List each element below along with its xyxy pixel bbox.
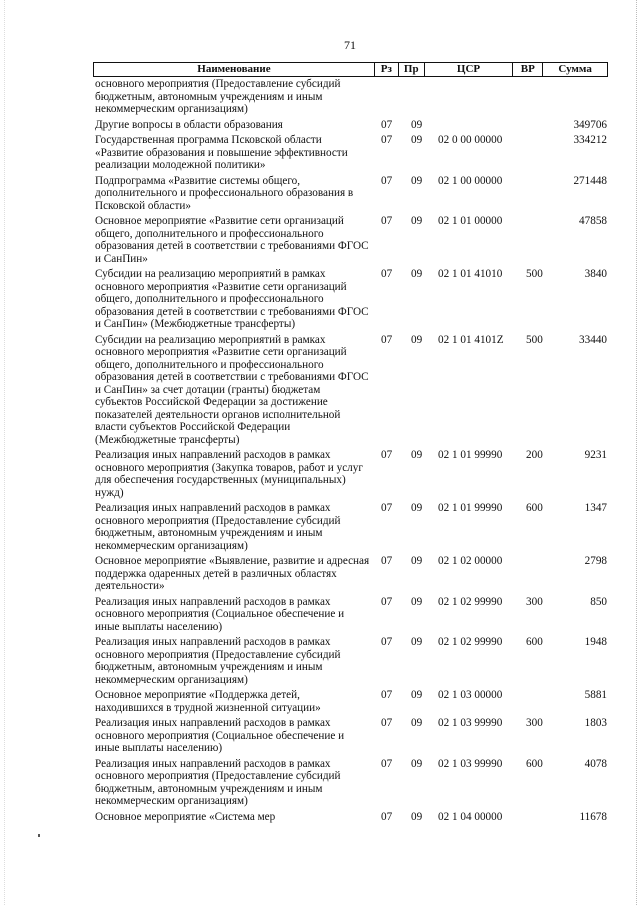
row-name: Реализация иных направлений расходов в рамках основного мероприятия (Предоставление субсидий бюджетным, автономным учреждениям и иным некоммерческим организациям)	[95, 502, 341, 552]
row-pr: 09	[411, 636, 423, 648]
table-row	[0, 717, 640, 755]
row-name: Основное мероприятие «Поддержка детей, находившихся в трудной жизненной ситуации»	[95, 689, 321, 714]
row-rz: 07	[381, 449, 393, 461]
table-row	[0, 78, 640, 116]
row-pr: 09	[411, 502, 423, 514]
row-name: основного мероприятия (Предоставление субсидий бюджетным, автономным учреждениям и иным некоммерческим организациям)	[95, 78, 341, 115]
row-name: Реализация иных направлений расходов в рамках основного мероприятия (Социальное обеспечение и иные выплаты населению)	[95, 595, 345, 633]
table-row	[0, 334, 640, 447]
row-pr: 09	[411, 174, 423, 187]
row-name: Реализация иных направлений расходов в рамках основного мероприятия (Предоставление субсидий бюджетным, автономным учреждениям и иным некоммерческим организациям)	[95, 636, 341, 686]
header-vr: ВР	[513, 63, 543, 76]
table-row	[0, 636, 640, 686]
row-name: Реализация иных направлений расходов в рамках основного мероприятия (Закупка товаров, работ и услуг для обеспечения государственных (муниципальных) нужд)	[95, 449, 363, 499]
row-csr: 02 1 01 99990	[438, 502, 503, 514]
row-vr: 600	[526, 502, 543, 514]
table-row	[0, 758, 640, 808]
row-pr: 09	[411, 118, 423, 131]
table-row	[0, 449, 640, 499]
row-sum: 9231	[584, 449, 607, 461]
row-pr: 09	[411, 595, 423, 608]
row-csr: 02 1 01 99990	[438, 449, 503, 461]
row-rz: 07	[381, 689, 393, 701]
row-vr: 600	[526, 757, 543, 770]
row-csr: 02 1 01 41010	[438, 268, 503, 280]
row-sum: 271448	[573, 174, 607, 187]
row-sum: 33440	[579, 333, 607, 346]
row-sum: 4078	[584, 757, 607, 770]
row-name: Основное мероприятие «Выявление, развитие и адресная поддержка одаренных детей в различных областях деятельности»	[95, 555, 370, 592]
table-row	[0, 555, 640, 593]
row-csr: 02 1 02 00000	[438, 555, 503, 567]
row-pr: 09	[411, 134, 423, 146]
row-name: Другие вопросы в области образования	[95, 118, 283, 131]
row-vr: 200	[526, 449, 543, 461]
row-sum: 334212	[573, 134, 607, 146]
row-sum: 1948	[584, 636, 607, 648]
row-sum: 47858	[579, 215, 607, 227]
header-csr: ЦСР	[425, 63, 514, 76]
row-rz: 07	[381, 555, 393, 567]
row-pr: 09	[411, 810, 423, 823]
row-rz: 07	[381, 215, 393, 227]
row-name: Реализация иных направлений расходов в рамках основного мероприятия (Предоставление субсидий бюджетным, автономным учреждениям и иным некоммерческим организациям)	[95, 757, 341, 807]
row-name: Подпрограмма «Развитие системы общего, дополнительного и профессионального образования в Псковской области»	[95, 174, 354, 212]
row-vr: 300	[526, 717, 543, 729]
page-number: 71	[344, 38, 356, 52]
table-header	[93, 62, 608, 77]
row-csr: 02 0 00 00000	[438, 134, 503, 146]
row-pr: 09	[411, 215, 423, 227]
row-name: Основное мероприятие «Система мер	[95, 810, 276, 823]
table-row	[0, 175, 640, 213]
row-sum: 5881	[584, 689, 607, 701]
row-csr: 02 1 03 99990	[438, 717, 503, 729]
row-name: Государственная программа Псковской области «Развитие образования и повышение эффективности реализации молодежной политики»	[95, 134, 348, 171]
row-pr: 09	[411, 689, 423, 701]
row-rz: 07	[381, 757, 393, 770]
row-pr: 09	[411, 757, 423, 770]
row-pr: 09	[411, 555, 423, 567]
row-name: Основное мероприятие «Развитие сети организаций общего, дополнительного и профессионального образования детей в соответствии с требованиями ФГОС и СанПин»	[95, 215, 369, 265]
row-vr: 500	[526, 268, 543, 280]
row-rz: 07	[381, 118, 393, 131]
row-pr: 09	[411, 449, 423, 461]
table-body	[0, 78, 640, 823]
row-rz: 07	[381, 810, 393, 823]
row-sum: 3840	[584, 268, 607, 280]
row-pr: 09	[411, 268, 423, 280]
row-vr: 600	[526, 636, 543, 648]
table-row	[0, 215, 640, 265]
row-rz: 07	[381, 134, 393, 146]
row-csr: 02 1 01 4101Z	[438, 333, 504, 346]
row-rz: 07	[381, 174, 393, 187]
scan-speck	[38, 834, 40, 837]
row-rz: 07	[381, 333, 393, 346]
row-csr: 02 1 03 99990	[438, 757, 503, 770]
table-row	[0, 689, 640, 714]
table-row	[0, 268, 640, 331]
row-csr: 02 1 04 00000	[438, 810, 503, 823]
table-row	[0, 119, 640, 132]
header-name: Наименование	[94, 63, 375, 76]
row-csr: 02 1 02 99990	[438, 595, 503, 608]
table-row	[0, 502, 640, 552]
table-row	[0, 134, 640, 172]
row-vr: 500	[526, 333, 543, 346]
header-pr: Пр	[399, 63, 425, 76]
row-rz: 07	[381, 595, 393, 608]
row-name: Субсидии на реализацию мероприятий в рамках основного мероприятия «Развитие сети организаций общего, дополнительного и профессионального образования детей в соответствии с требованиями ФГОС и СанПин» (Межбюджетные трансферты)	[95, 268, 369, 330]
row-sum: 2798	[584, 555, 607, 567]
row-sum: 850	[590, 595, 607, 608]
row-rz: 07	[381, 717, 393, 729]
table-row	[0, 596, 640, 634]
row-csr: 02 1 00 00000	[438, 174, 503, 187]
row-sum: 11678	[579, 810, 607, 823]
row-name: Субсидии на реализацию мероприятий в рамках основного мероприятия «Развитие сети организаций общего, дополнительного и профессионального образования детей в соответствии с требованиями ФГОС и СанПин» за счет дотации (гранты) бюджетам субъектов Российской Федерации за достижение показателей деятельности органов исполнительной власти субъектов Российской Федерации (Межбюджетные трансферты)	[95, 333, 369, 446]
header-rz: Рз	[375, 63, 399, 76]
row-csr: 02 1 01 00000	[438, 215, 503, 227]
row-pr: 09	[411, 333, 423, 346]
row-pr: 09	[411, 717, 423, 729]
row-csr: 02 1 03 00000	[438, 689, 503, 701]
table-row	[0, 811, 640, 824]
row-name: Реализация иных направлений расходов в рамках основного мероприятия (Социальное обеспечение и иные выплаты населению)	[95, 717, 345, 754]
header-sum: Сумма	[558, 63, 592, 75]
row-sum: 1803	[584, 717, 607, 729]
row-sum: 349706	[573, 118, 607, 131]
row-rz: 07	[381, 268, 393, 280]
row-rz: 07	[381, 502, 393, 514]
row-vr: 300	[526, 595, 543, 608]
row-rz: 07	[381, 636, 393, 648]
row-csr: 02 1 02 99990	[438, 636, 503, 648]
row-sum: 1347	[584, 502, 607, 514]
